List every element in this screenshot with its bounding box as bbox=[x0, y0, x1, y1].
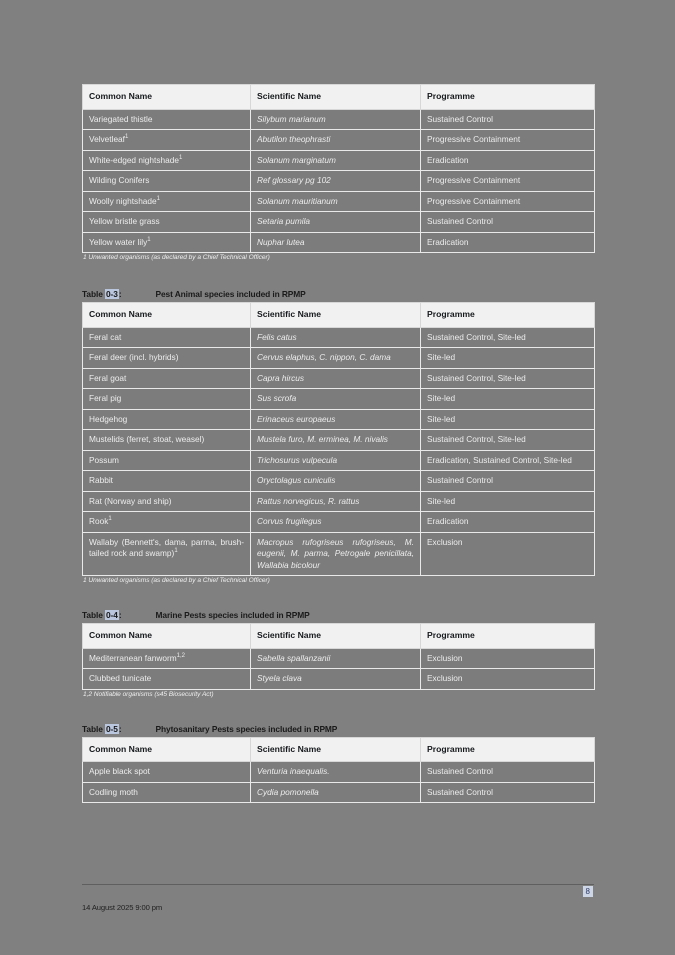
table-row bbox=[83, 368, 595, 389]
cell-programme: Sustained Control bbox=[421, 471, 595, 492]
caption-label: Table bbox=[82, 289, 103, 299]
cell-programme: Site-led bbox=[421, 409, 595, 430]
common-name-text: Rook bbox=[89, 516, 109, 526]
cell-scientific-name: Macropus rufogriseus rufogriseus, M. eugenii, M. parma, Petrogale penicillata, Wallabia bicolour bbox=[251, 532, 421, 576]
cell-scientific-name: Sus scrofa bbox=[251, 389, 421, 410]
table-row bbox=[83, 782, 595, 803]
cell-programme: Exclusion bbox=[421, 532, 595, 576]
table-row bbox=[83, 389, 595, 410]
cell-programme: Site-led bbox=[421, 348, 595, 369]
cell-common-name bbox=[83, 327, 251, 348]
marine-pests-table bbox=[82, 623, 595, 690]
column-header-programme: Programme bbox=[421, 303, 595, 328]
cell-common-name bbox=[83, 150, 251, 171]
spacer bbox=[82, 261, 594, 289]
table-block-pest-plants bbox=[82, 84, 594, 261]
footnote-marker: 1 bbox=[174, 548, 178, 555]
cell-scientific-name: Setaria pumila bbox=[251, 212, 421, 233]
column-header-scientific-name: Scientific Name bbox=[251, 624, 421, 649]
table-row bbox=[83, 232, 595, 253]
footnote-marker: 1,2 bbox=[176, 652, 185, 659]
cell-programme: Eradication bbox=[421, 150, 595, 171]
column-header-common-name: Common Name bbox=[83, 624, 251, 649]
column-header-common-name: Common Name bbox=[83, 737, 251, 762]
common-name-text: Variegated thistle bbox=[89, 113, 153, 124]
table-row bbox=[83, 150, 595, 171]
column-header-programme: Programme bbox=[421, 624, 595, 649]
caption-label: Table bbox=[82, 610, 103, 620]
cell-common-name bbox=[83, 191, 251, 212]
table-header-row bbox=[83, 624, 595, 649]
cell-scientific-name: Solanum mauritianum bbox=[251, 191, 421, 212]
cell-common-name bbox=[83, 109, 251, 130]
cell-programme: Progressive Containment bbox=[421, 130, 595, 151]
table-row bbox=[83, 532, 595, 576]
cell-programme: Eradication, Sustained Control, Site-led bbox=[421, 450, 595, 471]
common-name-text: Wilding Conifers bbox=[89, 175, 150, 185]
cell-common-name bbox=[83, 512, 251, 533]
cell-common-name bbox=[83, 389, 251, 410]
cell-common-name bbox=[83, 471, 251, 492]
table-row bbox=[83, 327, 595, 348]
cell-programme: Progressive Containment bbox=[421, 191, 595, 212]
cell-common-name bbox=[83, 648, 251, 669]
column-header-programme: Programme bbox=[421, 737, 595, 762]
common-name-text: Velvetleaf bbox=[89, 134, 125, 144]
cell-scientific-name: Corvus frugilegus bbox=[251, 512, 421, 533]
cell-common-name bbox=[83, 212, 251, 233]
cell-scientific-name: Sabella spallanzanii bbox=[251, 648, 421, 669]
caption-title: Phytosanitary Pests species included in RPMP bbox=[155, 723, 338, 734]
column-header-common-name: Common Name bbox=[83, 85, 251, 110]
table-header-row bbox=[83, 303, 595, 328]
table-footnote: 1,2 Notifiable organisms (s45 Biosecurity Act) bbox=[83, 690, 214, 698]
cell-scientific-name: Cervus elaphus, C. nippon, C. dama bbox=[251, 348, 421, 369]
cell-scientific-name: Capra hircus bbox=[251, 368, 421, 389]
cell-programme: Sustained Control bbox=[421, 762, 595, 783]
cell-common-name bbox=[83, 532, 251, 576]
cell-scientific-name: Venturia inaequalis. bbox=[251, 762, 421, 783]
cell-programme: Sustained Control bbox=[421, 782, 595, 803]
cell-programme: Exclusion bbox=[421, 648, 595, 669]
cell-programme: Sustained Control, Site-led bbox=[421, 368, 595, 389]
cell-scientific-name: Abutilon theophrasti bbox=[251, 130, 421, 151]
column-header-scientific-name: Scientific Name bbox=[251, 303, 421, 328]
cell-scientific-name: Silybum marianum bbox=[251, 109, 421, 130]
cell-programme: Sustained Control, Site-led bbox=[421, 327, 595, 348]
table-row bbox=[83, 512, 595, 533]
column-header-scientific-name: Scientific Name bbox=[251, 85, 421, 110]
cell-common-name bbox=[83, 450, 251, 471]
cell-programme: Site-led bbox=[421, 389, 595, 410]
cell-scientific-name: Oryctolagus cuniculis bbox=[251, 471, 421, 492]
table-row bbox=[83, 348, 595, 369]
cell-common-name bbox=[83, 430, 251, 451]
table-footnote: 1 Unwanted organisms (as declared by a Chief Technical Officer) bbox=[83, 577, 270, 584]
common-name-text: Codling moth bbox=[89, 786, 138, 797]
spacer bbox=[82, 698, 594, 724]
footnote-marker: 1 bbox=[178, 154, 183, 161]
table-header-row bbox=[83, 737, 595, 762]
cell-programme: Site-led bbox=[421, 491, 595, 512]
table-caption-marine-pests bbox=[82, 610, 594, 620]
caption-colon: : bbox=[118, 289, 122, 299]
table-row bbox=[83, 491, 595, 512]
table-row bbox=[83, 191, 595, 212]
cell-common-name bbox=[83, 409, 251, 430]
common-name-text: White-edged nightshade bbox=[89, 154, 179, 165]
cell-scientific-name: Styela clava bbox=[251, 669, 421, 690]
cell-common-name bbox=[83, 130, 251, 151]
common-name-text: Clubbed tunicate bbox=[89, 673, 152, 683]
table-row bbox=[83, 471, 595, 492]
table-row bbox=[83, 409, 595, 430]
table-footnote: 1 Unwanted organisms (as declared by a Chief Technical Officer) bbox=[83, 254, 270, 261]
caption-number-field: 0-4 bbox=[106, 610, 118, 620]
pest-animals-table bbox=[82, 302, 595, 576]
table-row bbox=[83, 430, 595, 451]
caption-label: Table bbox=[82, 723, 103, 734]
pest-plants-table bbox=[82, 84, 595, 253]
table-row bbox=[83, 450, 595, 471]
cell-common-name bbox=[83, 232, 251, 253]
footer-date-time: 14 August 2025 9:00 pm bbox=[82, 903, 163, 912]
cell-scientific-name: Solanum marginatum bbox=[251, 150, 421, 171]
table-row bbox=[83, 669, 595, 690]
common-name-text: Yellow bristle grass bbox=[89, 216, 160, 226]
cell-programme: Sustained Control, Site-led bbox=[421, 430, 595, 451]
cell-programme: Sustained Control bbox=[421, 109, 595, 130]
cell-common-name bbox=[83, 491, 251, 512]
table-row bbox=[83, 212, 595, 233]
table-row bbox=[83, 762, 595, 783]
cell-common-name bbox=[83, 368, 251, 389]
caption-number-field: 0-3 bbox=[106, 289, 118, 299]
table-block-pest-animals bbox=[82, 289, 594, 584]
common-name-text: Feral deer (incl. hybrids) bbox=[89, 352, 179, 362]
table-block-phytosanitary-pests bbox=[82, 724, 594, 804]
column-header-common-name: Common Name bbox=[83, 303, 251, 328]
cell-common-name bbox=[83, 348, 251, 369]
cell-programme: Progressive Containment bbox=[421, 171, 595, 192]
table-caption-pest-animals bbox=[82, 289, 594, 299]
table-block-marine-pests bbox=[82, 610, 594, 698]
caption-title: Pest Animal species included in RPMP bbox=[155, 289, 306, 299]
table-row bbox=[83, 109, 595, 130]
cell-common-name bbox=[83, 782, 251, 803]
common-name-text: Yellow water lily bbox=[89, 236, 148, 247]
common-name-text: Feral cat bbox=[89, 331, 122, 342]
common-name-text: Feral goat bbox=[89, 372, 127, 383]
phytosanitary-pests-table bbox=[82, 737, 595, 804]
cell-programme: Exclusion bbox=[421, 669, 595, 690]
footnote-marker: 1 bbox=[156, 195, 160, 202]
column-header-scientific-name: Scientific Name bbox=[251, 737, 421, 762]
caption-colon: : bbox=[118, 610, 122, 620]
common-name-text: Rabbit bbox=[89, 475, 113, 485]
caption-colon: : bbox=[118, 723, 122, 734]
column-header-programme: Programme bbox=[421, 85, 595, 110]
common-name-text: Mediterranean fanworm bbox=[89, 652, 177, 663]
cell-programme: Sustained Control bbox=[421, 212, 595, 233]
cell-scientific-name: Nuphar lutea bbox=[251, 232, 421, 253]
table-row bbox=[83, 648, 595, 669]
cell-common-name bbox=[83, 669, 251, 690]
common-name-text: Possum bbox=[89, 454, 119, 465]
table-row bbox=[83, 171, 595, 192]
table-row bbox=[83, 130, 595, 151]
common-name-text: Wallaby (Bennett's, dama, parma, brush-tailed rock and swamp) bbox=[89, 536, 244, 558]
cell-scientific-name: Ref glossary pg 102 bbox=[251, 171, 421, 192]
footer-page-number: 8 bbox=[583, 886, 593, 897]
common-name-text: Mustelids (ferret, stoat, weasel) bbox=[89, 434, 205, 444]
page-content bbox=[82, 84, 594, 803]
common-name-text: Hedgehog bbox=[89, 413, 128, 424]
cell-scientific-name: Mustela furo, M. erminea, M. nivalis bbox=[251, 430, 421, 451]
footnote-marker: 1 bbox=[124, 134, 129, 141]
common-name-text: Woolly nightshade bbox=[89, 195, 157, 206]
footnote-marker: 1 bbox=[108, 516, 112, 523]
cell-common-name bbox=[83, 762, 251, 783]
table-header-row bbox=[83, 85, 595, 110]
spacer bbox=[82, 584, 594, 610]
cell-scientific-name: Cydia pomonella bbox=[251, 782, 421, 803]
cell-scientific-name: Trichosurus vulpecula bbox=[251, 450, 421, 471]
cell-common-name bbox=[83, 171, 251, 192]
common-name-text: Apple black spot bbox=[89, 766, 150, 776]
caption-number-field: 0-5 bbox=[106, 723, 118, 734]
caption-title: Marine Pests species included in RPMP bbox=[155, 610, 310, 620]
cell-scientific-name: Felis catus bbox=[251, 327, 421, 348]
footnote-marker: 1 bbox=[147, 236, 151, 243]
cell-programme: Eradication bbox=[421, 512, 595, 533]
table-caption-phytosanitary-pests bbox=[82, 724, 594, 734]
footer-divider bbox=[82, 884, 594, 885]
cell-scientific-name: Rattus norvegicus, R. rattus bbox=[251, 491, 421, 512]
cell-programme: Eradication bbox=[421, 232, 595, 253]
common-name-text: Rat (Norway and ship) bbox=[89, 495, 172, 506]
common-name-text: Feral pig bbox=[89, 393, 122, 403]
cell-scientific-name: Erinaceus europaeus bbox=[251, 409, 421, 430]
